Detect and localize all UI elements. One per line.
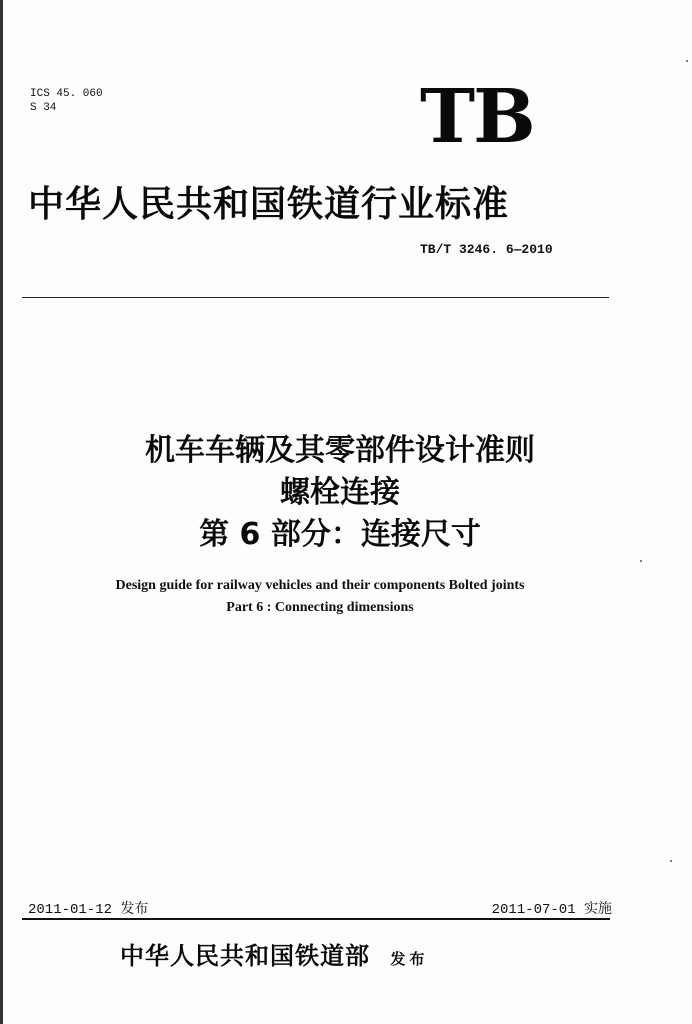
chinese-title (60, 430, 620, 556)
english-title-line-1: Design guide for railway vehicles and their components Bolted joints (115, 578, 525, 593)
publisher-action: 发布 (390, 950, 429, 968)
scan-speck (670, 860, 672, 862)
header-divider (22, 297, 609, 298)
chinese-title-line-3: 第 6 部分：连接尺寸 (199, 517, 481, 552)
scan-speck (686, 60, 688, 62)
standard-number: TB/T 3246. 6—2010 (420, 242, 553, 257)
english-title-line-2: Part 6 : Connecting dimensions (226, 600, 414, 615)
footer-divider (22, 918, 610, 920)
issue-date: 2011-01-12 发布 (28, 902, 149, 918)
english-title (40, 575, 600, 619)
standard-category-title: 中华人民共和国铁道行业标准 (28, 183, 510, 225)
chinese-title-line-2: 螺栓连接 (280, 475, 400, 510)
effective-date: 2011-07-01 实施 (491, 902, 612, 918)
scan-edge (0, 0, 3, 1024)
tb-logo: TB (420, 74, 534, 160)
publisher-line (120, 940, 540, 975)
scan-speck (640, 560, 642, 562)
chinese-title-line-1: 机车车辆及其零部件设计准则 (145, 433, 535, 468)
classification-codes (30, 87, 103, 115)
ics-code: ICS 45. 060 (30, 88, 103, 100)
ccs-code: S 34 (30, 102, 57, 114)
dates-row (28, 898, 612, 918)
publisher-name: 中华人民共和国铁道部 (120, 941, 370, 970)
